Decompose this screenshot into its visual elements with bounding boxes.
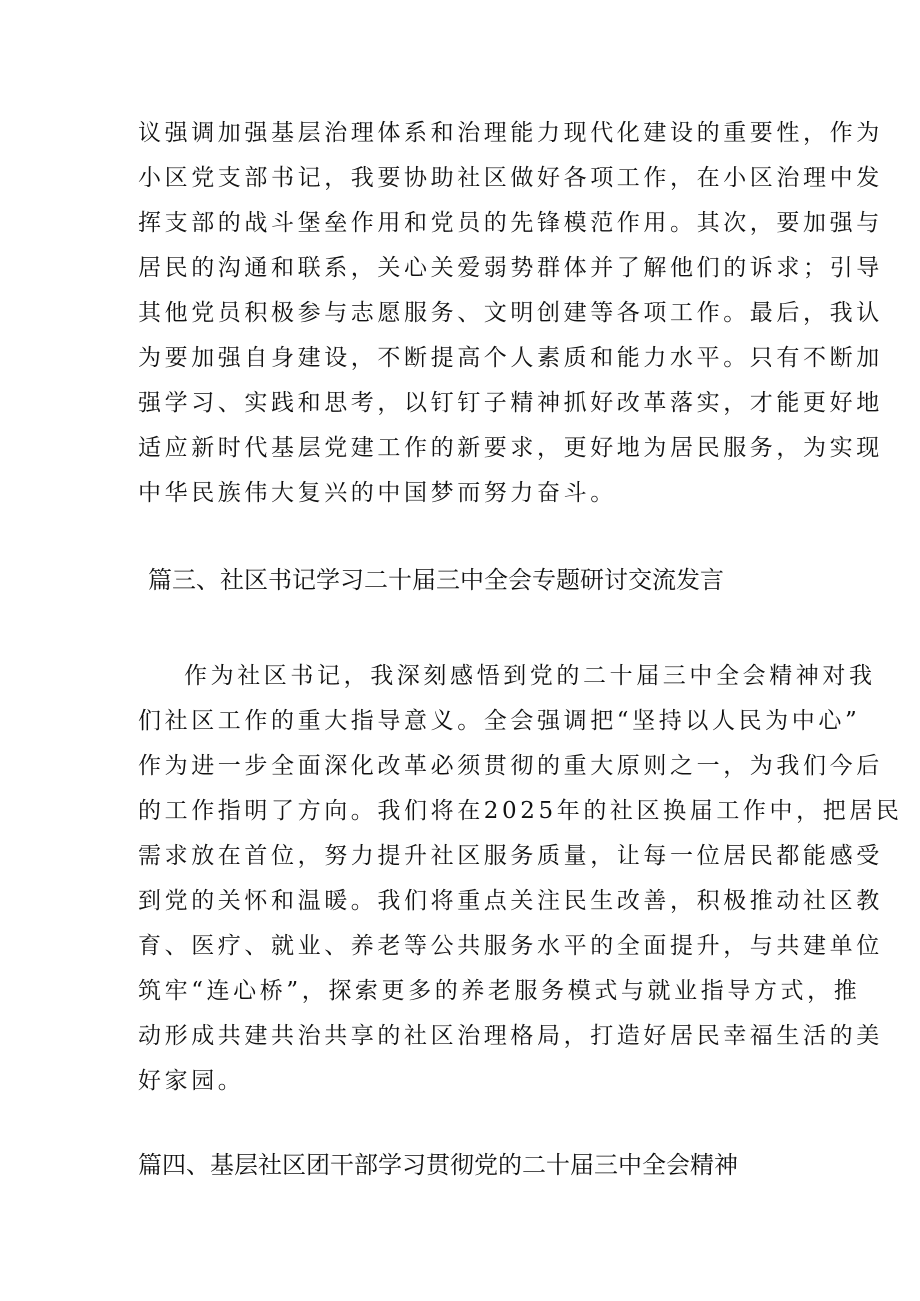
paragraph-line: 强学习、实践和思考，以钉钉子精神抓好改革落实，才能更好地 bbox=[138, 390, 883, 416]
section-4-heading: 篇四、基层社区团干部学习贯彻党的二十届三中全会精神 bbox=[138, 1151, 738, 1179]
paragraph-line: 的工作指明了方向。我们将在2025年的社区换届工作中，把居民 bbox=[138, 798, 903, 824]
paragraph-line: 到党的关怀和温暖。我们将重点关注民生改善，积极推动社区教 bbox=[138, 888, 883, 914]
section-3-heading: 篇三、社区书记学习二十届三中全会专题研讨交流发言 bbox=[148, 566, 724, 594]
paragraph-line: 议强调加强基层治理体系和治理能力现代化建设的重要性，作为 bbox=[138, 120, 883, 146]
paragraph-line: 筑牢“连心桥”，探索更多的养老服务模式与就业指导方式，推 bbox=[138, 978, 861, 1004]
paragraph-line: 其他党员积极参与志愿服务、文明创建等各项工作。最后，我认 bbox=[138, 300, 883, 326]
paragraph-line: 作为社区书记，我深刻感悟到党的二十届三中全会精神对我 bbox=[184, 663, 876, 689]
paragraph-line: 需求放在首位，努力提升社区服务质量，让每一位居民都能感受 bbox=[138, 843, 883, 869]
paragraph-line: 小区党支部书记，我要协助社区做好各项工作，在小区治理中发 bbox=[138, 165, 883, 191]
paragraph-line: 挥支部的战斗堡垒作用和党员的先锋模范作用。其次，要加强与 bbox=[138, 210, 883, 236]
paragraph-line: 育、医疗、就业、养老等公共服务水平的全面提升，与共建单位 bbox=[138, 933, 883, 959]
paragraph-line: 中华民族伟大复兴的中国梦而努力奋斗。 bbox=[138, 480, 617, 506]
paragraph-line: 好家园。 bbox=[138, 1068, 245, 1094]
paragraph-line: 为要加强自身建设，不断提高个人素质和能力水平。只有不断加 bbox=[138, 345, 883, 371]
paragraph-line: 居民的沟通和联系，关心关爱弱势群体并了解他们的诉求；引导 bbox=[138, 255, 883, 281]
paragraph-line: 们社区工作的重大指导意义。全会强调把“坚持以人民为中心” bbox=[138, 708, 861, 734]
paragraph-line: 适应新时代基层党建工作的新要求，更好地为居民服务，为实现 bbox=[138, 435, 883, 461]
paragraph-line: 动形成共建共治共享的社区治理格局，打造好居民幸福生活的美 bbox=[138, 1023, 883, 1049]
paragraph-line: 作为进一步全面深化改革必须贯彻的重大原则之一，为我们今后 bbox=[138, 753, 883, 779]
